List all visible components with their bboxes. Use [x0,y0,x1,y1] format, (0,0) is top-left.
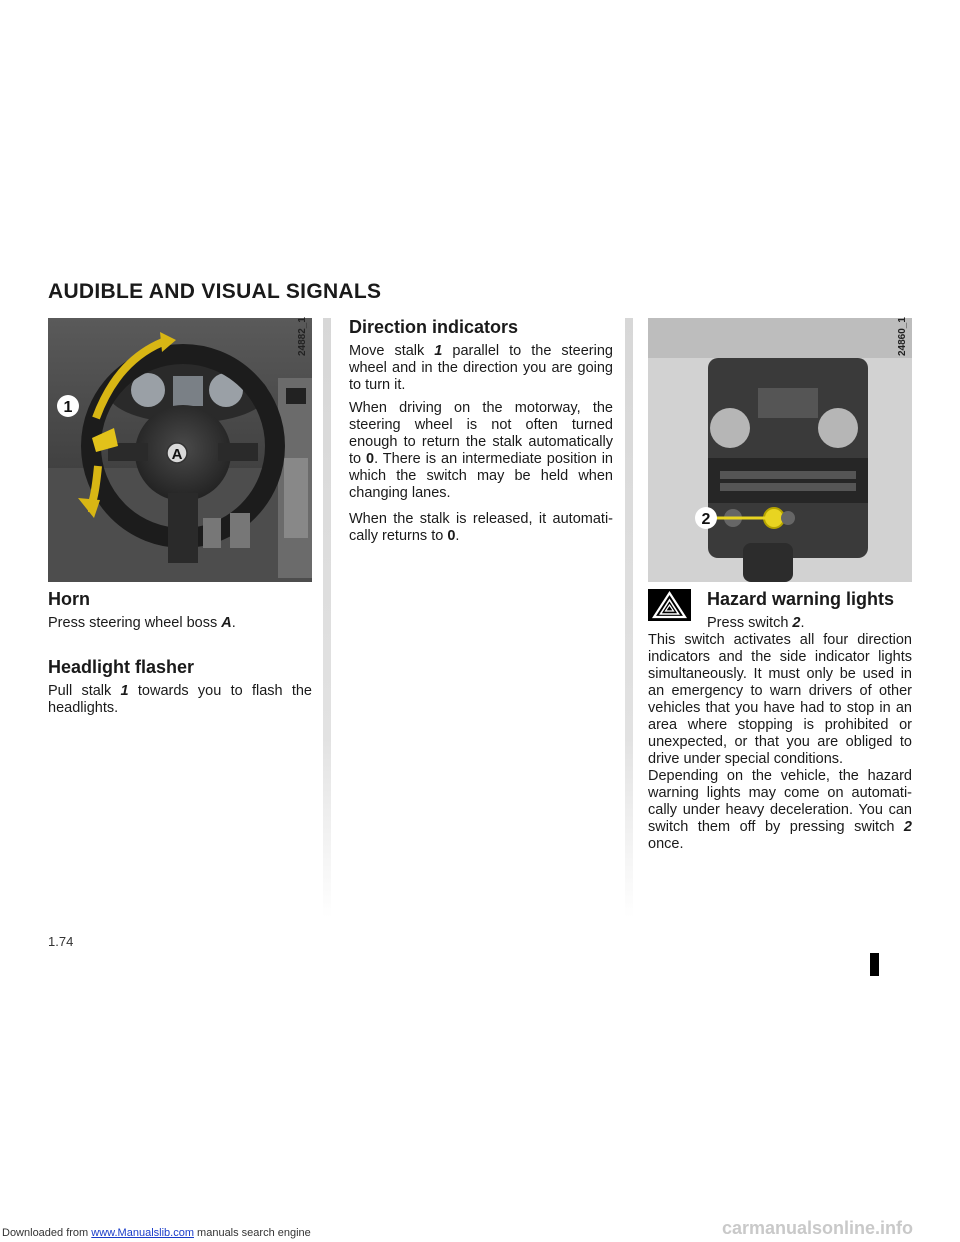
indicators-paragraph-2: When driving on the motorway, the steering wheel is not often turned enough to return the stalk automatically to 0. There is an intermediate position in which the switch may be held when changing lanes. [349,400,613,501]
steering-wheel-illustration [48,318,312,582]
hazard-body-2: Depending on the vehicle, the hazard warning lights may come on automati-cally under heavy deceleration. You can switch them off by pressing switch 2 once. [648,768,912,852]
label-switch-2: 2 [701,511,711,528]
figure-code-dashboard: 24860_1 [897,317,908,356]
flasher-heading: Headlight flasher [48,657,195,677]
page-number: 1.74 [48,934,74,949]
page-title: AUDIBLE AND VISUAL SIGNALS [48,280,382,303]
hazard-heading: Hazard warning lights [707,589,895,609]
horn-text: Press steering wheel boss A. [48,615,236,631]
dashboard-illustration [648,318,912,582]
flasher-text: Pull stalk 1 towards you to flash the headlights. [48,683,313,716]
indicators-paragraph-1: Move stalk 1 parallel to the steering wheel and in the direction you are going to turn it. [349,343,613,393]
figure-code-steering: 24882_1 [297,317,308,356]
footer-prefix: Downloaded from [2,1227,89,1239]
hazard-press-text: Press switch 2. [707,615,805,631]
manualslib-link[interactable]: www.Manualslib.com [91,1227,194,1239]
hazard-body-1: This switch activates all four direction indicators and the side indicator lights simultaneously. It must only be used in an emergency to warn drivers of other vehicles that you have had to stop in an area where stopping is prohibited or unexpected, or that you are obliged to drive under special conditions. [648,632,912,767]
download-footer [2,1227,311,1239]
horn-heading: Horn [48,589,90,609]
page-edge-mark [870,953,879,976]
label-stalk-1: 1 [63,399,73,416]
label-boss-a: A [171,446,183,463]
footer-suffix: manuals search engine [197,1227,311,1239]
indicators-paragraph-3: When the stalk is released, it automati-cally returns to 0. [349,511,613,544]
column-divider-left [323,318,331,918]
watermark: carmanualsonline.info [722,1218,914,1238]
column-divider-right [625,318,633,918]
hazard-warning-icon [648,589,691,621]
indicators-heading: Direction indicators [349,317,519,337]
